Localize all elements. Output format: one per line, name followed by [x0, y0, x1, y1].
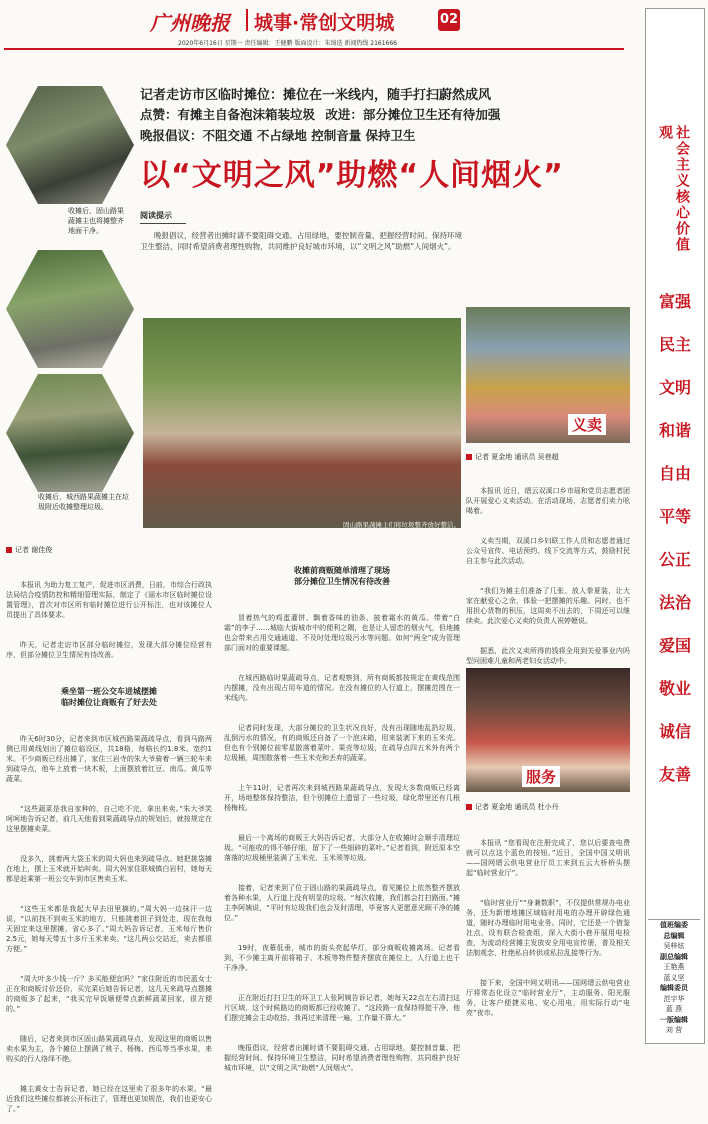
staff-line: 蓝 燕: [665, 1005, 683, 1013]
photo-caption-1: 收摊后，固山路果蔬摊主也将摊整齐地面干净。: [68, 207, 124, 235]
story-paragraph: 摊主黄女士告诉记者，她已经在这里卖了很多年的水果。“最近我们这些摊位都被公开标注了，管理也更加规范，我们也更安心了。”: [6, 1085, 212, 1113]
story-paragraph: 正在附近打扫卫生的环卫工人张阿姨告诉记者，她每天22点左右清扫这片区域，这个时候路边的商贩都已经收摊了。“这段路一直保持得挺干净，他们摆完摊会主动收拾，我再过来清理一遍，工作量不算大。”: [224, 994, 460, 1022]
story-paragraph: 晚报倡议，经营者出摊时请不要阻碍交通、占用绿地，要控制音量、把握经营时间、保持环境卫生整洁，同时希望消费者理性购物，共同维护良好城市环境，以“文明之风”助燃“人间烟火”。: [224, 1044, 460, 1072]
masthead: [150, 6, 480, 36]
headline-line3: 晚报倡议：不阻交通 不占绿地 控制音量 保持卫生: [140, 128, 416, 143]
core-value: 和谐: [658, 421, 691, 440]
core-value: 敬业: [658, 679, 691, 698]
charity-sale-byline-text: 记者 夏金地 通讯员 吴巷超: [475, 453, 559, 461]
headline-line2: [140, 105, 630, 123]
story-paragraph: 昨天6时30分，记者来到市区城西路果蔬疏导点，看到马路两侧已用黄线划出了摊位临设区，共18格，每格长约1.8米、宽约1米。不少商贩已经出摊了，家住三岩寺的朱大爷骑着一辆三轮车来到疏导点，他车上放着一块木板，上面摆放着红豆、南瓜、黄瓜等蔬菜。: [6, 735, 212, 783]
service-tag: 服务: [522, 766, 560, 787]
story-paragraph: 随后，记者来到市区固山路果蔬疏导点，发现这里的商贩以售卖水果为主，各个摊位上摆满了桃子、杨梅、西瓜等当季水果，来购买的行人络绎不绝。: [6, 1035, 212, 1063]
story-paragraph: 19时，夜幕低垂，城市的街头亮起华灯，部分商贩收摊离场。记者看到，不少摊主离开前将箱子、木板等物件整齐摆放在摊位上，人行道上也干干净净。: [224, 944, 460, 972]
story-paragraph: 接着，记者来到了位于固山路的果蔬疏导点，看见摊位上依然整齐摆放着各种水果，人行道上没有明显的垃圾。“每次收摊，我们都会打扫路面。”摊主李阿姨说，“平时有垃圾我们也会及时清理，毕竟客人更愿意光顾干净的摊位。”: [224, 884, 460, 922]
market-photo-1: [6, 86, 134, 204]
story-paragraph: 据悉，此次义卖所得的钱将全用到关爱事业内吗型问困难儿童和两老妇女活动中。: [466, 647, 630, 665]
service-text: [466, 818, 630, 1040]
section-title: 城事·常创文明城: [254, 12, 395, 34]
staff-line: 总编辑: [663, 931, 685, 940]
story-paragraph: 义卖当期，双溪口乡妇联工作人员和志愿者通过公众号宣传、电话预约、线下交流等方式，鼓励村民自主参与此次活动。: [466, 537, 630, 565]
core-value: 富强: [658, 292, 691, 311]
section-divider: [246, 9, 248, 31]
main-headline: 以“文明之风”助燃“人间烟火”: [140, 158, 564, 193]
photo-caption-2: 收摊后，城西路果蔬摊主在垃圾附近收摊整理垃圾。: [38, 493, 129, 511]
story-paragraph: 上午11时，记者再次来到城西路果蔬疏导点，发现大多数商贩已经离开，场地整体保持整洁，但个别摊位上遗留了一些垃圾，绿化带里还有几根杨梅枝。: [224, 784, 460, 812]
core-value: 法治: [658, 593, 691, 612]
story-paragraph: “我们为摊主们准备了几张、放人拳夏装，让大家在献爱心之余，体验一把摆摊的乐趣。同时，也不用担心货物的积压，这周卖不出去的，下周还可以继续卖。此次爱心义卖的负责人祝婷嬷说。: [466, 587, 630, 625]
market-photo-3: [6, 374, 134, 492]
story-paragraph: “临时营业厅”“身兼数职”，不仅提供常规办电业务，还为新增地摊区域临时用电的办理开辟绿色通道，随时办理临时用电业务。同时，它还是一个借鉴社点，设有联合检查组，深入大街小巷开展用电检查，为流动经营摊主发放安全用电宣传册，普及相关法制观念，杜绝私自转供或私拉乱接等行为。: [466, 899, 630, 957]
headline-praise: 点赞：有摊主自备泡沫箱装垃圾: [140, 107, 316, 122]
staff-line: 值班编委: [660, 921, 688, 929]
core-value: 平等: [658, 507, 691, 526]
staff-line: 一版编辑: [660, 1015, 688, 1024]
byline-marker-icon: [466, 454, 472, 460]
headline-line1: 记者走访市区临时摊位：摊位在一米线内，随手打扫蔚然成风: [140, 88, 492, 103]
intro-text: 晚报倡议，经营者出摊时请不要阻碍交通、占用绿地，要控制音量、把握经营时间、保持环境卫生整洁，同时希望消费者理性购物，共同维护良好城市环境，以“文明之风”助燃“人间烟火”。: [140, 231, 462, 251]
story-paragraph: 接下来，全国中网又明讯——国网缙云供电营业厅将常态化设立“临时营业厅”，主动服务、阳光服务，让客户便捷买电、安心用电，用实际行动“电亮”夜市。: [466, 979, 630, 1017]
byline-marker-icon: [466, 804, 472, 810]
service-byline: [466, 802, 630, 812]
story-paragraph: 没多久，挑着两大袋玉米的周大妈也来到疏导点。她把挑袋摊在地上，摆上玉米就开始叫卖。周大妈家住联城镇白岩村，她每天都是赶乘第一班公交车到市区售卖玉米。: [6, 855, 212, 883]
staff-line: 范宇华: [663, 994, 685, 1003]
core-value: 文明: [658, 378, 691, 397]
core-values-title: 社会主义核心价值观: [657, 125, 690, 253]
story-paragraph: “这些蔬菜是我自家种的，自己吃不完，拿出来卖。”朱大爷笑呵呵地告诉记者，前几天他看到果蔬疏导点的规划后，就按规定在这里摆摊卖菜。: [6, 805, 212, 833]
market-photo-2: [6, 250, 134, 368]
headline-improve: 改进：部分摊位卫生还有待加强: [325, 107, 501, 122]
main-byline: [6, 545, 136, 555]
staff-box: [648, 919, 700, 1038]
paper-name: 广州晚报: [150, 11, 230, 35]
core-value: 友善: [658, 765, 691, 784]
charity-sale-byline: [466, 452, 630, 462]
story-paragraph: “周大叶多少钱一斤？多买能便宜吗？”家住附近的市民蓝女士正在和商贩讨价还价，买完菜后她告诉记者，这几天来疏导点摆摊的商贩多了起来，“我买完早饭顺便带点新鲜蔬菜回家，很方便的。”: [6, 975, 212, 1013]
core-value: 民主: [658, 335, 691, 354]
masthead-rule: [4, 48, 624, 50]
main-column-2: [224, 545, 460, 1072]
story-paragraph: 冒着热气的鸡蛋灌饼、飘着香味的油条、披着霜水的黄瓜、带着“白霜”的李子……城临大街城市中的便利之隅，也是让人留恋的烟火气，但地摊也会带来占用交通通道、不及时处理垃圾污水等问题。如何“两全”成为管理部门面对的重要课题。: [224, 614, 460, 652]
core-values-sidebar: [645, 8, 705, 1044]
core-value: 诚信: [658, 722, 691, 741]
photo-caption-3: 固山路果蔬摊主们将垃圾整齐放好整洁。: [343, 521, 460, 529]
story-paragraph: 记者同时发现，大部分摊位的卫生状况良好，没有出现随地乱扔垃圾、乱倒污水的情况，有的商贩还自备了一个泡沫箱，用来装剥下来的玉米壳。但也有个别摊位前零星散落着菜叶、果壳等垃圾，在疏导点四五米外有两个垃圾桶，周围散落着一些玉米壳和丢弃的蔬菜。: [224, 724, 460, 762]
staff-line: 吴梓炫: [663, 942, 685, 950]
charity-sale-tag: 义卖: [568, 414, 606, 435]
core-value: 公正: [658, 550, 691, 569]
byline-marker-icon: [6, 547, 12, 553]
story-paragraph: “这些玉米都是我起大早去田里摘的。”周大妈一边抹汗一边说，“以前找不到卖玉米的地方，只能挑着担子到处走，现在我每天固定来这里摆摊，省心多了。”周大妈告诉记者，玉米每斤售价2.5元，她每天带五十多斤玉米来卖。“这几两公交站近，卖去都很方便。”: [6, 905, 212, 953]
staff-line: 蓝义坚: [663, 973, 685, 982]
charity-sale-text: [466, 466, 630, 665]
service-byline-text: 记者 夏金地 通讯员 杜小丹: [475, 803, 559, 811]
subhead-2: 收摊前商贩随单清理了现场 部分摊位卫生情况有待改善: [294, 566, 390, 586]
story-paragraph: 本报讯 近日，缙云双溪口乡市瑶和党员志愿者团队开展爱心义卖活动。在活动现场，志愿者们卖力吆喝着。: [466, 487, 630, 515]
story-paragraph: 昨天，记者走访市区部分临时摊位，发现大部分摊位经营有序，但部分摊位卫生情况有待改善。: [6, 641, 212, 659]
staff-line: 王艳燕: [663, 963, 685, 971]
story-paragraph: 在城西路临时果蔬疏导点，记者观察到，所有商贩都按规定在黄线范围内摆摊，没有出现占用车道的情况。在没有摊位的人行道上，摆摊范围在一米线内。: [224, 674, 460, 702]
story-paragraph: 本报讯 为助力复工复产，促进市区消费，日前，市综合行政执法局结合疫情防控和精细管理实际，制定了《丽水市区临时摊位设置管理》，首次对市区所有临时摊位进行公开标注，也对该摊位人员提出了具体要求。: [6, 581, 212, 619]
core-values-list: [646, 289, 704, 805]
staff-line: 编辑委员: [660, 984, 688, 992]
intro-label: 阅读提示: [140, 210, 186, 224]
intro-box: [140, 210, 462, 310]
page-number: 02: [438, 9, 460, 31]
core-value: 爱国: [658, 636, 691, 655]
main-byline-text: 记者 谢佳俊: [15, 546, 53, 554]
market-photo-main: [143, 318, 461, 528]
staff-line: 刘 营: [665, 1026, 683, 1034]
core-value: 自由: [658, 464, 691, 483]
story-paragraph: 本报讯 “您看现在注册完成了，您以后要查电费就可以点这个蓝色的按钮。”近日，全国中国又明讯——国网缙云供电营业厅员工来到五云大桥桥头摆起“临时营业厅”。: [466, 839, 630, 877]
main-column-1: [6, 560, 212, 1113]
date-line: 2020年6月16日 星期一 责任编辑：王健鹏 版面设计：朱绮迭 新闻热线 2161666: [178, 40, 397, 47]
story-paragraph: 最后一个离场的商贩王大妈告诉记者，大部分人在收摊时会顺手清理垃圾。“可能收的得不够仔细，留下了一些细碎的菜叶。”记者看到，附近原本空落落的垃圾桶里装满了玉米壳、玉米须等垃圾。: [224, 834, 460, 862]
subhead-1: 乘坐第一班公交车进城摆摊 临时摊位让商贩有了好去处: [61, 687, 157, 707]
staff-line: 副总编辑: [660, 952, 688, 961]
